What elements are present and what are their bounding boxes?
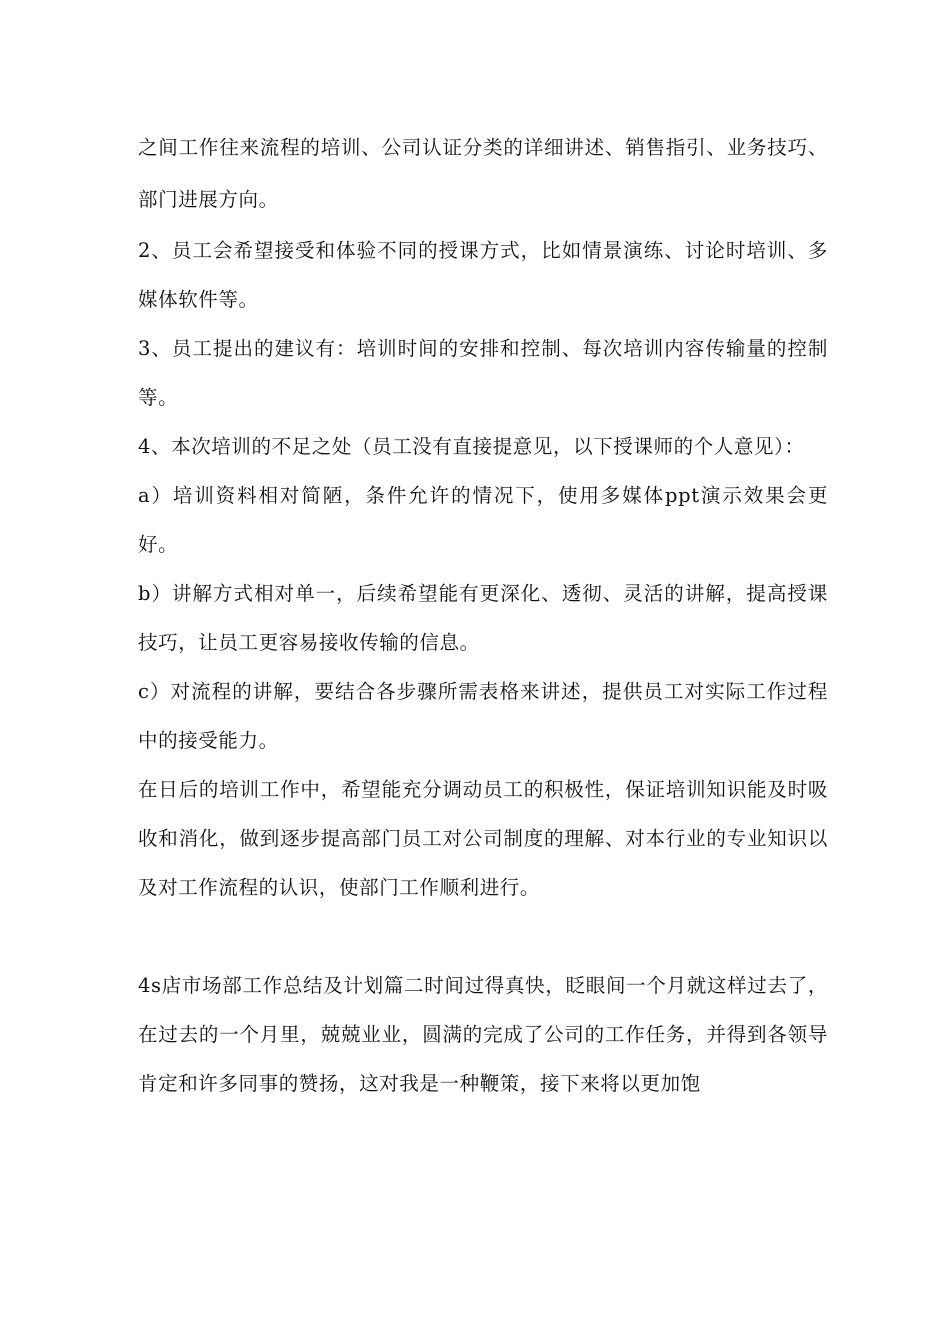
- paragraph-item-c: c）对流程的讲解，要结合各步骤所需表格来讲述，提供员工对实际工作过程中的接受能力。: [138, 680, 828, 752]
- paragraph-point-3: 3、员工提出的建议有：培训时间的安排和控制、每次培训内容传输量的控制等。: [138, 337, 828, 409]
- paragraph-item-a: a）培训资料相对简陋，条件允许的情况下，使用多媒体ppt演示效果会更好。: [138, 484, 828, 556]
- paragraph-gap: [138, 912, 828, 961]
- paragraph-training-content: 之间工作往来流程的培训、公司认证分类的详细讲述、销售指引、业务技巧、部门进展方向。: [138, 136, 828, 211]
- document-body: [138, 122, 828, 1108]
- paragraph-item-b: b）讲解方式相对单一，后续希望能有更深化、透彻、灵活的讲解，提高授课技巧，让员工更容易接收传输的信息。: [138, 582, 828, 654]
- paragraph-point-4: 4、本次培训的不足之处（员工没有直接提意见，以下授课师的个人意见）：: [138, 435, 805, 458]
- paragraph-article-two: 4s店市场部工作总结及计划篇二时间过得真快，眨眼间一个月就这样过去了，在过去的一个月里，兢兢业业，圆满的完成了公司的工作任务，并得到各领导肯定和许多同事的赞扬，这对我是一种鞭策，接下来将以更加饱: [138, 974, 828, 1095]
- paragraph-conclusion: 在日后的培训工作中，希望能充分调动员工的积极性，保证培训知识能及时吸收和消化，做到逐步提高部门员工对公司制度的理解、对本行业的专业知识以及对工作流程的认识，使部门工作顺利进行。: [138, 778, 828, 899]
- paragraph-point-2: 2、员工会希望接受和体验不同的授课方式，比如情景演练、讨论时培训、多媒体软件等。: [138, 239, 828, 311]
